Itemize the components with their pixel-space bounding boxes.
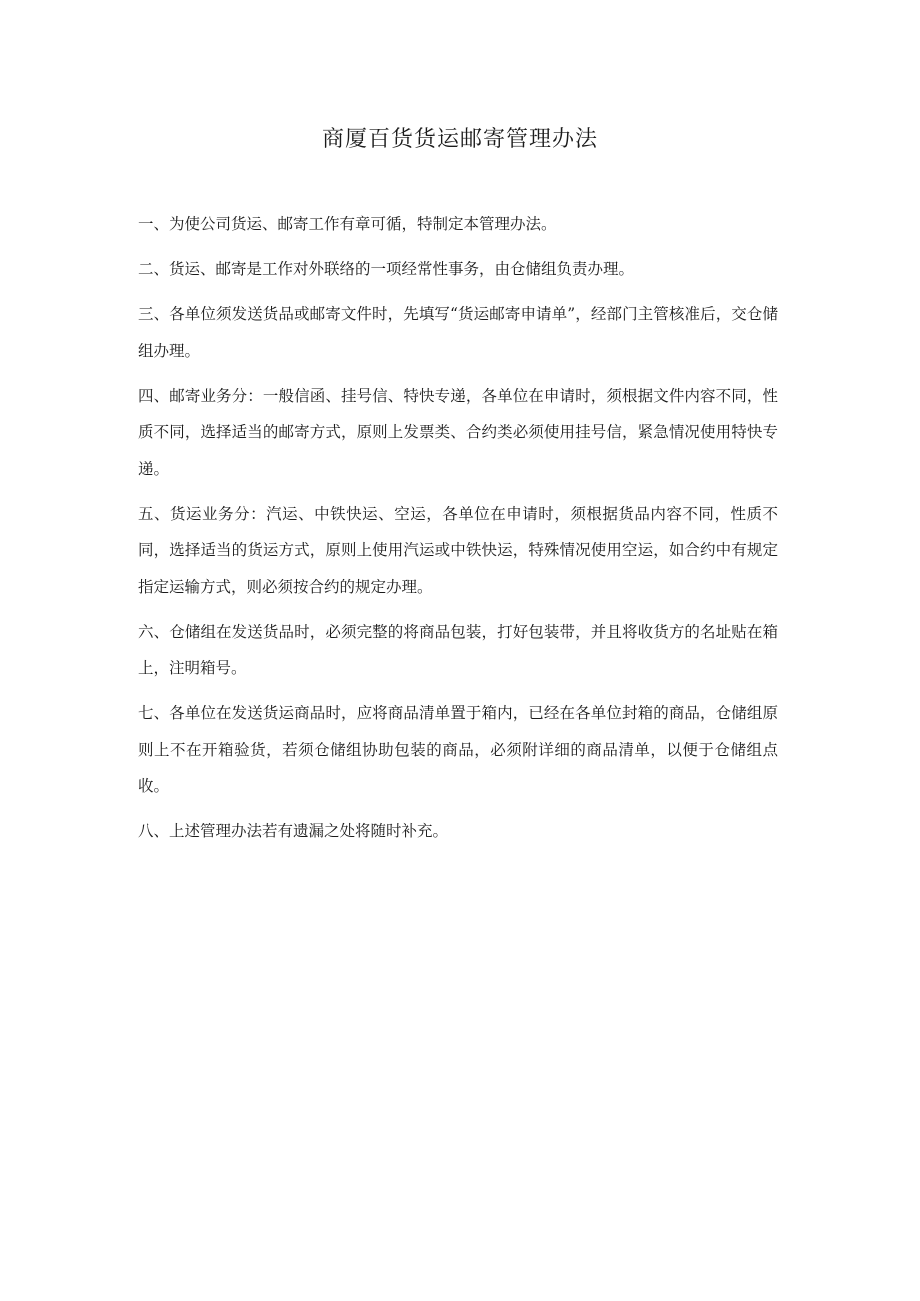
paragraph-7: 七、各单位在发送货运商品时，应将商品清单置于箱内，已经在各单位封箱的商品，仓储组原则上不在开箱验货，若须仓储组协助包装的商品，必须附详细的商品清单，以便于仓储组点收。 — [138, 704, 778, 795]
paragraph-1: 一、为使公司货运、邮寄工作有章可循，特制定本管理办法。 — [138, 215, 557, 233]
paragraph-5: 五、货运业务分：汽运、中铁快运、空运，各单位在申请时，须根据货品内容不同，性质不同，选择适当的货运方式，原则上使用汽运或中铁快运，特殊情况使用空运，如合约中有规定指定运输方式，则必须按合约的规定办理。 — [138, 504, 778, 596]
paragraph-6: 六、仓储组在发送货品时，必须完整的将商品包装，打好包装带，并且将收货方的名址贴在箱上，注明箱号。 — [138, 622, 778, 677]
paragraph-4: 四、邮寄业务分：一般信函、挂号信、特快专递，各单位在申请时，须根据文件内容不同，性质不同，选择适当的邮寄方式，原则上发票类、合约类必须使用挂号信，紧急情况使用特快专递。 — [138, 386, 778, 478]
paragraph-8: 八、上述管理办法若有遗漏之处将随时补充。 — [138, 822, 449, 840]
paragraph-3: 三、各单位须发送货品或邮寄文件时，先填写“货运邮寄申请单”，经部门主管核准后，交仓储组办理。 — [138, 305, 778, 360]
paragraph-2: 二、货运、邮寄是工作对外联络的一项经常性事务，由仓储组负责办理。 — [138, 260, 635, 278]
document-body — [138, 206, 778, 858]
document-title: 商厦百货货运邮寄管理办法 — [321, 127, 598, 152]
